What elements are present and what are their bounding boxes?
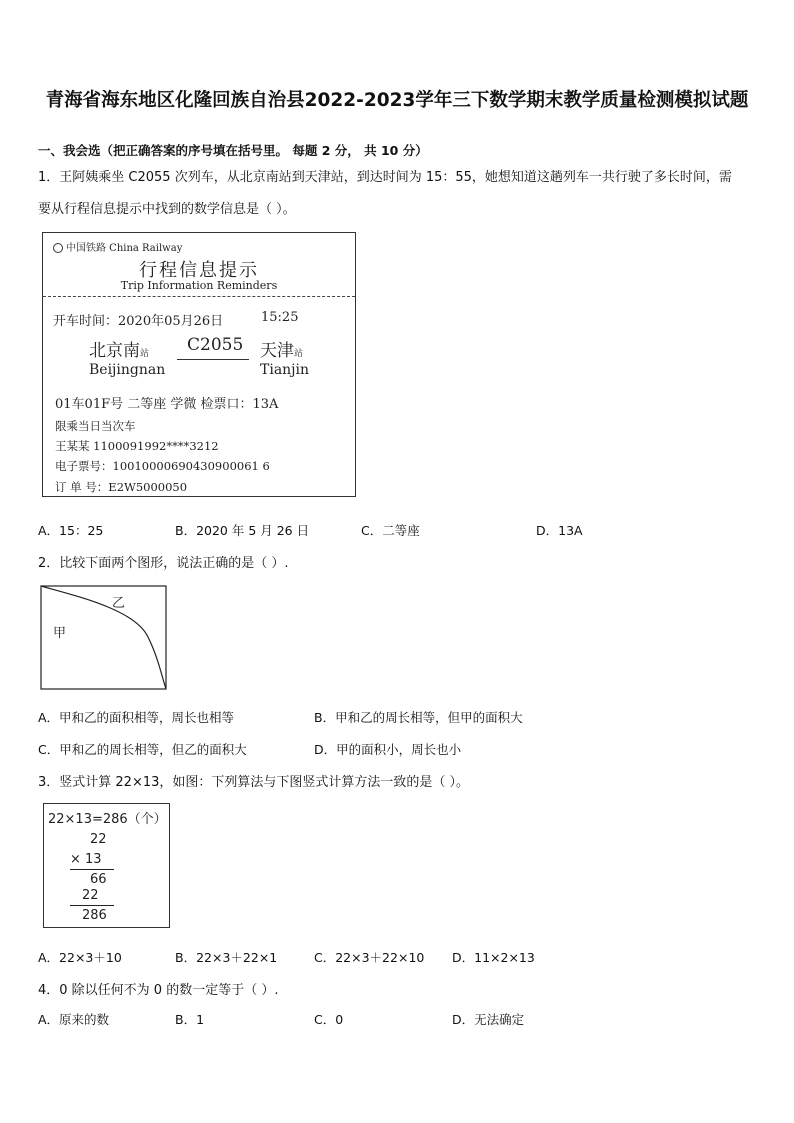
calc-multiplicand: 22 [90,832,107,847]
eticket-number: 电子票号：10010000690430900061 6 [55,459,270,473]
calc-partial-2: 22 [82,888,99,903]
q2-option-a: A．甲和乙的面积相等，周长也相等 [38,710,235,725]
to-station-en: Tianjin [260,362,310,378]
calc-rule-1 [70,869,114,870]
question-1-line-1: 1．王阿姨乘坐 C2055 次列车，从北京南站到天津站，到达时间为 15：55，她想知道这趟列车一共行驶了多长时间，需 [38,170,732,185]
q4-option-d: D．无法确定 [452,1012,525,1027]
question-4-line: 4．0 除以任何不为 0 的数一定等于（ ）. [38,983,279,998]
to-station [260,336,303,361]
order-number: 订 单 号：E2W5000050 [55,480,188,494]
question-2-line: 2．比较下面两个图形，说法正确的是（ ）. [38,556,289,571]
q1-option-a: A．15：25 [38,523,104,538]
q2-option-c: C．甲和乙的周长相等，但乙的面积大 [38,742,247,757]
seat-line: 01车01F号 二等座 学微 检票口：13A [55,397,279,412]
trip-info-ticket [42,232,356,497]
vertical-multiplication-box [43,803,170,928]
calc-result: 286 [82,908,107,923]
q4-option-b: B．1 [175,1012,205,1027]
q3-option-a: A．22×3＋10 [38,950,122,965]
label-yi: 乙 [112,596,126,611]
q1-option-d: D．13A [536,523,583,538]
ticket-logo-text: 中国铁路 China Railway [66,243,183,254]
q3-option-b: B．22×3＋22×1 [175,950,278,965]
ticket-logo [53,239,182,254]
to-station-suffix: 站 [294,349,304,359]
ticket-limit: 限乘当日当次车 [55,419,136,433]
ticket-heading-en: Trip Information Reminders [120,279,278,292]
q4-option-c: C．0 [314,1012,344,1027]
calc-rule-2 [70,905,114,906]
calc-partial-1: 66 [90,872,107,887]
q2-option-d: D．甲的面积小，周长也小 [314,742,462,757]
depart-date: 2020年05月26日 [118,314,224,329]
shape-comparison-figure [40,585,168,695]
depart-time: 15:25 [261,310,299,325]
q1-option-b: B．2020 年 5 月 26 日 [175,523,310,538]
ticket-depart-row [53,310,223,329]
train-number-underline [177,359,249,360]
shape-comparison-svg [40,585,168,691]
from-station [89,336,149,361]
question-3-line: 3．竖式计算 22×13，如图：下列算法与下图竖式计算方法一致的是（ ）。 [38,775,470,790]
ticket-heading: 行程信息提示 [139,260,259,281]
question-1-line-2: 要从行程信息提示中找到的数学信息是（ ）。 [38,202,296,217]
train-number: C2055 [187,335,244,355]
ticket-divider [43,296,355,297]
q3-option-d: D．11×2×13 [452,950,535,965]
q1-option-c: C．二等座 [361,523,420,538]
page-title: 青海省海东地区化隆回族自治县2022-2023学年三下数学期末教学质量检测模拟试题 [45,90,749,111]
calc-multiplier: × 13 [70,852,102,867]
to-station-cn: 天津 [260,341,294,361]
railway-logo-icon [53,243,63,253]
from-station-suffix: 站 [140,349,150,359]
from-station-en: Beijingnan [89,362,166,378]
passenger-info: 王某某 1100091992****3212 [55,439,219,453]
from-station-cn: 北京南 [89,341,140,361]
q4-option-a: A．原来的数 [38,1012,110,1027]
calc-header: 22×13=286（个） [48,812,167,827]
label-jia: 甲 [53,626,67,641]
q3-option-c: C．22×3＋22×10 [314,950,425,965]
q2-option-b: B．甲和乙的周长相等，但甲的面积大 [314,710,523,725]
depart-label: 开车时间： [53,314,119,329]
section-heading: 一、我会选（把正确答案的序号填在括号里。 每题 2 分， 共 10 分） [38,143,428,158]
